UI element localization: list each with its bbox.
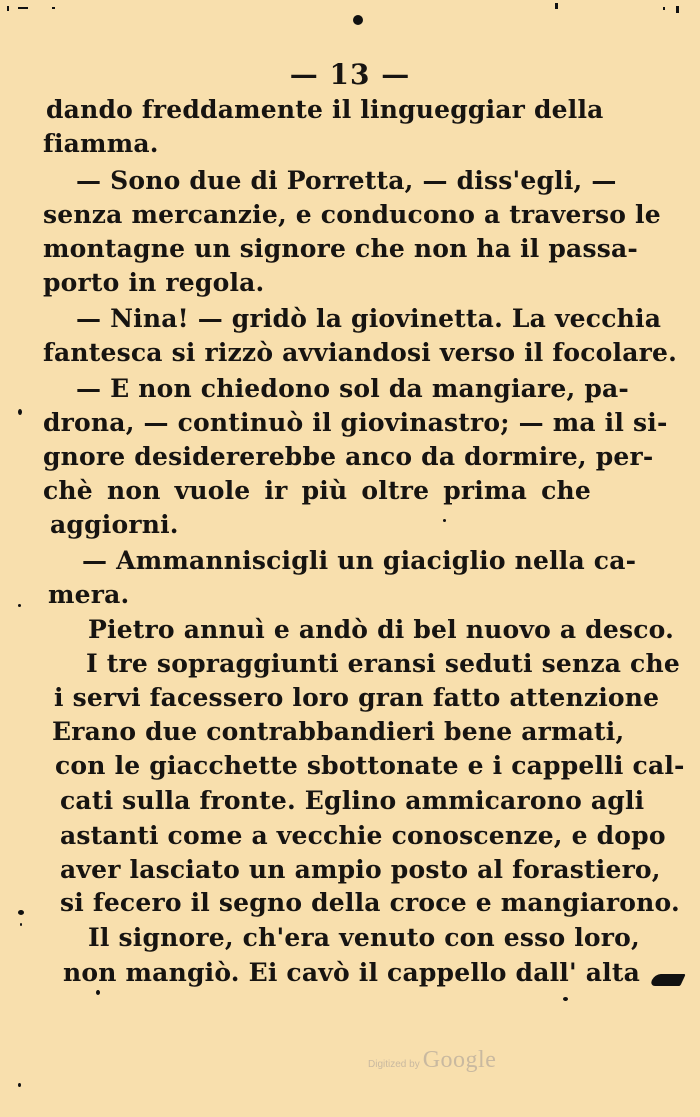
text-line: aver lasciato un ampio posto al forastiero, (60, 855, 661, 884)
text-line: — Sono due di Porretta, — diss'egli, — (76, 166, 617, 195)
ink-spot (443, 519, 446, 522)
text-line: — Ammanniscigli un giaciglio nella ca- (82, 546, 637, 575)
ink-spot (18, 910, 24, 915)
ink-spot (20, 923, 22, 926)
ink-spot (353, 15, 363, 25)
watermark-prefix: Digitized by (368, 1059, 420, 1070)
text-line: si fecero il segno della croce e mangiarono. (60, 888, 680, 917)
text-line: non mangiò. Ei cavò il cappello dall' alta (63, 958, 640, 987)
text-line: montagne un signore che non ha il passa- (43, 234, 638, 263)
text-line: i servi facessero loro gran fatto attenzione (54, 683, 660, 712)
text-line: porto in regola. (43, 268, 265, 297)
corner-mark (663, 7, 665, 10)
text-line: Pietro annuì e andò di bel nuovo a desco. (88, 615, 674, 644)
text-line: fiamma. (43, 129, 159, 158)
corner-mark (7, 6, 9, 11)
page-number: — 13 — (289, 58, 411, 91)
digitized-watermark (368, 1047, 496, 1074)
text-line: dando freddamente il lingueggiar della (46, 95, 604, 124)
text-line: drona, — continuò il giovinastro; — ma il si- (43, 408, 668, 437)
text-line: Erano due contrabbandieri bene armati, (52, 717, 625, 746)
corner-mark (52, 7, 55, 9)
text-line: astanti come a vecchie conoscenze, e dopo (60, 821, 666, 850)
ink-spot (18, 604, 21, 607)
text-line: aggiorni. (50, 510, 179, 539)
text-line: fantesca si rizzò avviandosi verso il focolare. (43, 338, 678, 367)
text-line: — E non chiedono sol da mangiare, pa- (76, 374, 629, 403)
text-line: senza mercanzie, e conducono a traverso le (43, 200, 661, 229)
corner-mark (555, 3, 558, 9)
ink-spot (18, 409, 22, 415)
text-line: Il signore, ch'era venuto con esso loro, (88, 923, 640, 952)
text-line: — Nina! — gridò la giovinetta. La vecchia (76, 304, 662, 333)
corner-mark (676, 6, 679, 13)
ink-spot (18, 1083, 21, 1087)
text-line: gnore desidererebbe anco da dormire, per- (43, 442, 654, 471)
corner-mark (18, 7, 28, 9)
text-line: chè non vuole ir più oltre prima che (43, 476, 591, 505)
text-line: I tre sopraggiunti eransi seduti senza che (86, 649, 680, 678)
watermark-brand: Google (422, 1047, 497, 1073)
ink-spot (96, 990, 100, 995)
text-line: con le giacchette sbottonate e i cappelli cal- (55, 751, 685, 780)
text-line: cati sulla fronte. Eglino ammicarono agli (60, 786, 645, 815)
ink-spot (563, 997, 568, 1001)
ink-smudge (649, 974, 686, 986)
text-line: mera. (48, 580, 130, 609)
